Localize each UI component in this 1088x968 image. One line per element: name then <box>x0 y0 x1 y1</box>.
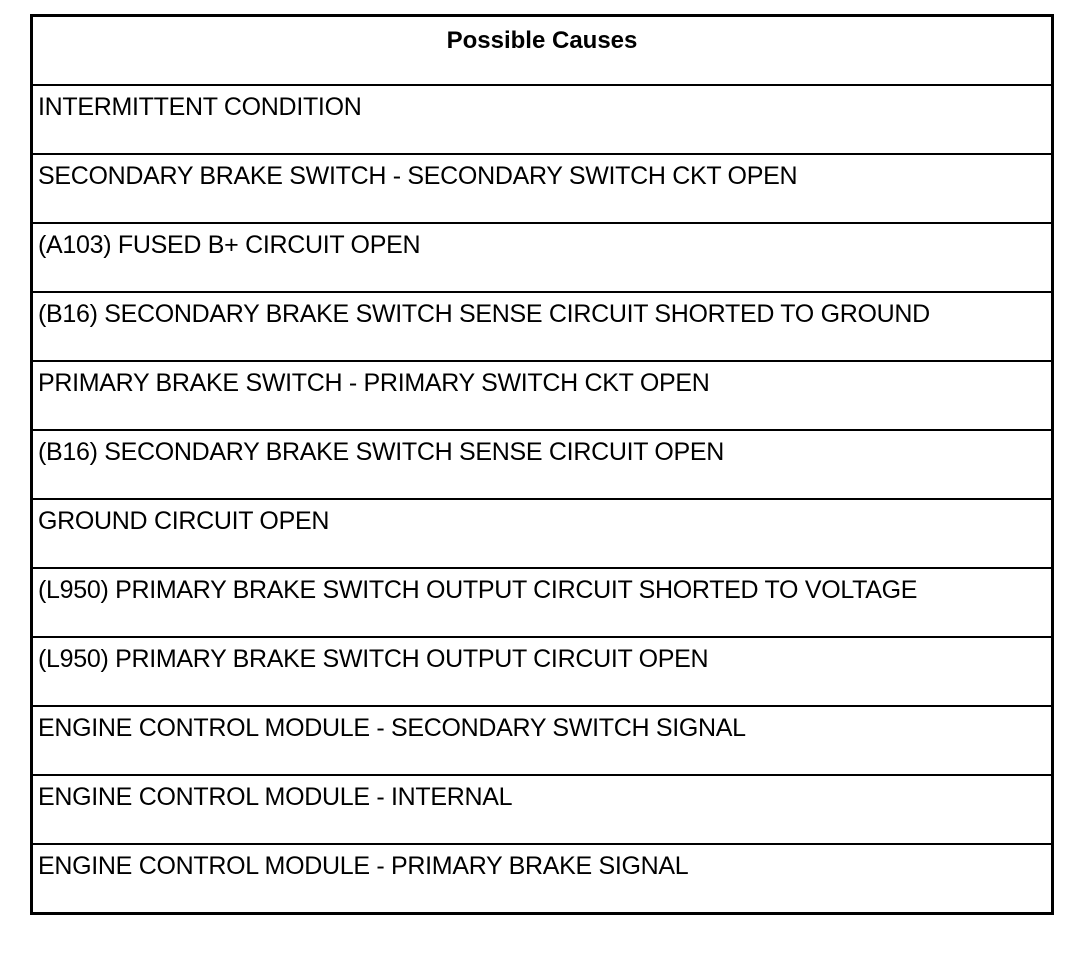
table-cell-cause: PRIMARY BRAKE SWITCH - PRIMARY SWITCH CKT OPEN <box>32 361 1053 430</box>
table-cell-cause: (B16) SECONDARY BRAKE SWITCH SENSE CIRCUIT SHORTED TO GROUND <box>32 292 1053 361</box>
table-row <box>32 361 1053 430</box>
table-cell-cause: INTERMITTENT CONDITION <box>32 85 1053 154</box>
table-header-row <box>32 16 1053 86</box>
table-row <box>32 430 1053 499</box>
table-row <box>32 637 1053 706</box>
table-cell-cause: (L950) PRIMARY BRAKE SWITCH OUTPUT CIRCUIT SHORTED TO VOLTAGE <box>32 568 1053 637</box>
table-row <box>32 223 1053 292</box>
table-row <box>32 775 1053 844</box>
table-cell-cause: SECONDARY BRAKE SWITCH - SECONDARY SWITCH CKT OPEN <box>32 154 1053 223</box>
table-row <box>32 154 1053 223</box>
table-cell-cause: ENGINE CONTROL MODULE - PRIMARY BRAKE SIGNAL <box>32 844 1053 914</box>
table-row <box>32 844 1053 914</box>
table-cell-cause: ENGINE CONTROL MODULE - SECONDARY SWITCH SIGNAL <box>32 706 1053 775</box>
table-cell-cause: (B16) SECONDARY BRAKE SWITCH SENSE CIRCUIT OPEN <box>32 430 1053 499</box>
table-cell-cause: (A103) FUSED B+ CIRCUIT OPEN <box>32 223 1053 292</box>
table-row <box>32 499 1053 568</box>
table-row <box>32 706 1053 775</box>
table-cell-cause: (L950) PRIMARY BRAKE SWITCH OUTPUT CIRCUIT OPEN <box>32 637 1053 706</box>
table-row <box>32 568 1053 637</box>
table-row <box>32 85 1053 154</box>
table-row <box>32 292 1053 361</box>
table-header-possible-causes: Possible Causes <box>32 16 1053 86</box>
table-cell-cause: GROUND CIRCUIT OPEN <box>32 499 1053 568</box>
possible-causes-table <box>30 14 1054 915</box>
table-cell-cause: ENGINE CONTROL MODULE - INTERNAL <box>32 775 1053 844</box>
